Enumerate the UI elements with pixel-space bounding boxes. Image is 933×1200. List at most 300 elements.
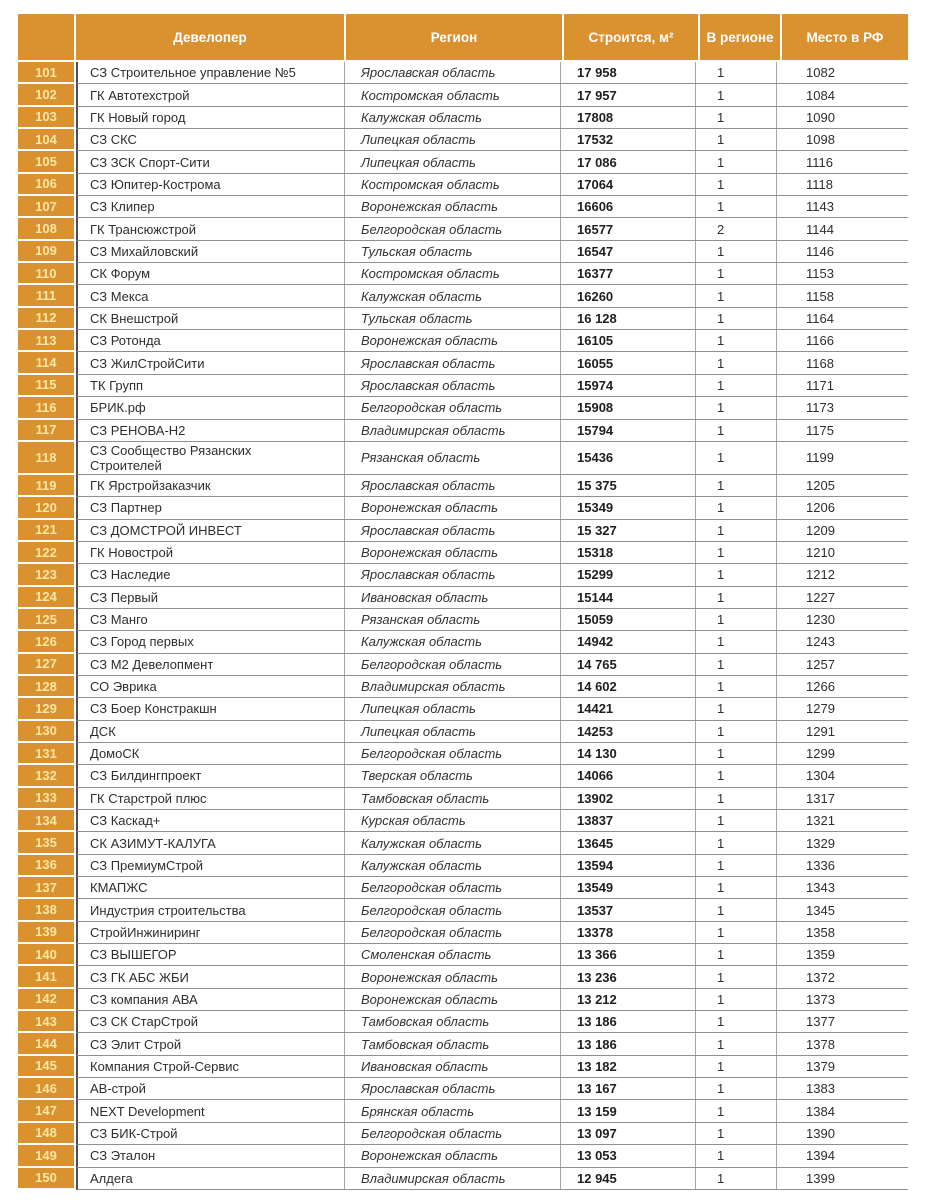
region-cell: Калужская область	[345, 832, 561, 853]
in-region-rank-cell: 1	[696, 855, 777, 876]
developer-cell: СЗ Строительное управление №5	[78, 62, 345, 83]
table-row-cells	[76, 966, 908, 988]
rank-number-cell: 139	[18, 922, 74, 944]
table-row	[18, 631, 908, 653]
table-row-cells	[76, 129, 908, 151]
region-cell: Воронежская область	[345, 989, 561, 1010]
built-area-cell: 13 159	[561, 1100, 696, 1121]
place-in-rf-cell: 1173	[806, 400, 834, 416]
table-row-cells	[76, 218, 908, 240]
in-region-rank-cell: 1	[696, 285, 777, 306]
developer-cell: Алдега	[78, 1168, 345, 1189]
table-row	[18, 542, 908, 564]
developer-cell: ГК Автотехстрой	[78, 84, 345, 105]
in-region-rank-cell: 1	[696, 654, 777, 675]
built-area-cell: 13 186	[561, 1011, 696, 1032]
table-row-cells	[76, 375, 908, 397]
region-cell: Ярославская область	[345, 375, 561, 396]
developer-cell: СЗ Каскад+	[78, 810, 345, 831]
developer-cell: СЗ ЖилСтройСити	[78, 352, 345, 373]
region-cell: Рязанская область	[345, 609, 561, 630]
region-cell: Владимирская область	[345, 1168, 561, 1189]
table-row-cells	[76, 564, 908, 586]
place-in-rf-cell: 1171	[806, 377, 834, 393]
in-region-rank-cell: 1	[696, 151, 777, 172]
rank-number-cell: 113	[18, 330, 74, 352]
in-region-rank-cell: 1	[696, 922, 777, 943]
header-place-in-rf: Место в РФ	[782, 14, 908, 60]
developer-cell: СЗ Билдингпроект	[78, 765, 345, 786]
developer-cell: СЗ М2 Девелопмент	[78, 654, 345, 675]
developer-cell: СЗ Михайловский	[78, 241, 345, 262]
developer-cell: СК АЗИМУТ-КАЛУГА	[78, 832, 345, 853]
place-in-rf-cell: 1084	[806, 87, 835, 103]
table-row	[18, 989, 908, 1011]
rank-number-cell: 115	[18, 375, 74, 397]
region-cell: Белгородская область	[345, 218, 561, 239]
region-cell: Воронежская область	[345, 196, 561, 217]
region-cell: Липецкая область	[345, 151, 561, 172]
table-row	[18, 810, 908, 832]
in-region-rank-cell: 1	[696, 107, 777, 128]
table-row-cells	[76, 631, 908, 653]
table-row	[18, 375, 908, 397]
table-row-cells	[76, 1011, 908, 1033]
place-in-rf-cell: 1379	[806, 1058, 835, 1074]
developer-cell: СЗ Мекса	[78, 285, 345, 306]
table-row	[18, 420, 908, 442]
in-region-rank-cell: 2	[696, 218, 777, 239]
header-region: Регион	[346, 14, 562, 60]
table-row	[18, 1033, 908, 1055]
rank-number-cell: 108	[18, 218, 74, 240]
rank-number-cell: 116	[18, 397, 74, 419]
rank-number-cell: 107	[18, 196, 74, 218]
built-area-cell: 15318	[561, 542, 696, 563]
region-cell: Ярославская область	[345, 475, 561, 496]
built-area-cell: 13549	[561, 877, 696, 898]
built-area-cell: 14066	[561, 765, 696, 786]
rank-number-cell: 134	[18, 810, 74, 832]
built-area-cell: 12 945	[561, 1168, 696, 1189]
rank-number-cell: 132	[18, 765, 74, 787]
place-in-rf-cell: 1266	[806, 679, 835, 695]
rank-number-cell: 143	[18, 1011, 74, 1033]
built-area-cell: 16547	[561, 241, 696, 262]
rank-number-cell: 138	[18, 899, 74, 921]
table-row-cells	[76, 721, 908, 743]
table-row-cells	[76, 1100, 908, 1122]
place-in-rf-cell: 1317	[806, 790, 835, 806]
built-area-cell: 13 212	[561, 989, 696, 1010]
built-area-cell: 13594	[561, 855, 696, 876]
rank-number-cell: 144	[18, 1033, 74, 1055]
region-cell: Калужская область	[345, 285, 561, 306]
developer-cell: ТК Групп	[78, 375, 345, 396]
table-row	[18, 352, 908, 374]
built-area-cell: 13 186	[561, 1033, 696, 1054]
place-in-rf-cell: 1168	[806, 355, 834, 371]
developer-cell: ГК Новый город	[78, 107, 345, 128]
developer-cell: СЗ Партнер	[78, 497, 345, 518]
region-cell: Ярославская область	[345, 62, 561, 83]
in-region-rank-cell: 1	[696, 542, 777, 563]
region-cell: Костромская область	[345, 84, 561, 105]
developer-cell: СЗ ДОМСТРОЙ ИНВЕСТ	[78, 520, 345, 541]
table-row-cells	[76, 520, 908, 542]
in-region-rank-cell: 1	[696, 631, 777, 652]
developer-cell: СЗ ЗСК Спорт-Сити	[78, 151, 345, 172]
region-cell: Белгородская область	[345, 743, 561, 764]
built-area-cell: 13378	[561, 922, 696, 943]
table-row	[18, 107, 908, 129]
built-area-cell: 14 602	[561, 676, 696, 697]
region-cell: Воронежская область	[345, 542, 561, 563]
in-region-rank-cell: 1	[696, 352, 777, 373]
region-cell: Ярославская область	[345, 564, 561, 585]
rank-number-cell: 141	[18, 966, 74, 988]
table-row	[18, 241, 908, 263]
rank-number-cell: 147	[18, 1100, 74, 1122]
table-row-cells	[76, 497, 908, 519]
table-row	[18, 285, 908, 307]
place-in-rf-cell: 1118	[806, 176, 833, 192]
developer-cell: СЗ РЕНОВА-Н2	[78, 420, 345, 441]
built-area-cell: 16606	[561, 196, 696, 217]
table-row	[18, 788, 908, 810]
table-row-cells	[76, 877, 908, 899]
table-row	[18, 1078, 908, 1100]
in-region-rank-cell: 1	[696, 743, 777, 764]
rank-number-cell: 117	[18, 420, 74, 442]
built-area-cell: 15 375	[561, 475, 696, 496]
developer-cell: СЗ компания АВА	[78, 989, 345, 1010]
in-region-rank-cell: 1	[696, 810, 777, 831]
region-cell: Ивановская область	[345, 1056, 561, 1077]
rank-number-cell: 101	[18, 62, 74, 84]
developer-cell: СЗ Элит Строй	[78, 1033, 345, 1054]
in-region-rank-cell: 1	[696, 241, 777, 262]
table-row-cells	[76, 743, 908, 765]
developer-cell: СЗ Боер Констракшн	[78, 698, 345, 719]
rank-number-cell: 121	[18, 520, 74, 542]
region-cell: Рязанская область	[345, 442, 561, 474]
table-row-cells	[76, 1078, 908, 1100]
table-row-cells	[76, 587, 908, 609]
region-cell: Ярославская область	[345, 1078, 561, 1099]
table-row-cells	[76, 1056, 908, 1078]
table-row	[18, 151, 908, 173]
developer-cell: СЗ Первый	[78, 587, 345, 608]
table-row-cells	[76, 308, 908, 330]
table-row	[18, 564, 908, 586]
rank-number-cell: 124	[18, 587, 74, 609]
place-in-rf-cell: 1098	[806, 132, 835, 148]
table-row-cells	[76, 989, 908, 1011]
built-area-cell: 17 958	[561, 62, 696, 83]
in-region-rank-cell: 1	[696, 788, 777, 809]
developer-cell: СЗ Наследие	[78, 564, 345, 585]
place-in-rf-cell: 1158	[806, 288, 834, 304]
table-row-cells	[76, 765, 908, 787]
table-row-cells	[76, 397, 908, 419]
developer-cell: СЗ Эталон	[78, 1145, 345, 1166]
rank-number-cell: 114	[18, 352, 74, 374]
in-region-rank-cell: 1	[696, 877, 777, 898]
table-row-cells	[76, 1123, 908, 1145]
developer-cell: СЗ ВЫШЕГОР	[78, 944, 345, 965]
region-cell: Тамбовская область	[345, 1033, 561, 1054]
table-row	[18, 218, 908, 240]
in-region-rank-cell: 1	[696, 899, 777, 920]
in-region-rank-cell: 1	[696, 263, 777, 284]
region-cell: Тамбовская область	[345, 1011, 561, 1032]
table-row-cells	[76, 922, 908, 944]
place-in-rf-cell: 1199	[806, 450, 834, 466]
built-area-cell: 14421	[561, 698, 696, 719]
rank-number-cell: 130	[18, 721, 74, 743]
developer-cell: СЗ БИК-Строй	[78, 1123, 345, 1144]
rank-number-cell: 102	[18, 84, 74, 106]
in-region-rank-cell: 1	[696, 442, 777, 474]
place-in-rf-cell: 1399	[806, 1170, 835, 1186]
place-in-rf-cell: 1358	[806, 924, 835, 940]
built-area-cell: 13 097	[561, 1123, 696, 1144]
region-cell: Костромская область	[345, 263, 561, 284]
region-cell: Липецкая область	[345, 721, 561, 742]
in-region-rank-cell: 1	[696, 609, 777, 630]
built-area-cell: 15974	[561, 375, 696, 396]
table-row	[18, 698, 908, 720]
table-row	[18, 1123, 908, 1145]
table-row	[18, 743, 908, 765]
place-in-rf-cell: 1377	[806, 1014, 835, 1030]
table-row	[18, 966, 908, 988]
region-cell: Липецкая область	[345, 698, 561, 719]
built-area-cell: 15144	[561, 587, 696, 608]
table-row	[18, 832, 908, 854]
in-region-rank-cell: 1	[696, 196, 777, 217]
table-row	[18, 397, 908, 419]
developer-cell: СЗ Город первых	[78, 631, 345, 652]
region-cell: Тамбовская область	[345, 788, 561, 809]
place-in-rf-cell: 1257	[806, 656, 835, 672]
place-in-rf-cell: 1146	[806, 243, 834, 259]
developer-cell: Индустрия строительства	[78, 899, 345, 920]
region-cell: Ярославская область	[345, 352, 561, 373]
table-row-cells	[76, 420, 908, 442]
rank-number-cell: 137	[18, 877, 74, 899]
place-in-rf-cell: 1243	[806, 634, 835, 650]
table-row-cells	[76, 698, 908, 720]
developer-cell: ДСК	[78, 721, 345, 742]
table-header-row	[18, 14, 908, 60]
table-row-cells	[76, 84, 908, 106]
table-row	[18, 129, 908, 151]
built-area-cell: 17 957	[561, 84, 696, 105]
in-region-rank-cell: 1	[696, 1056, 777, 1077]
rank-number-cell: 127	[18, 654, 74, 676]
place-in-rf-cell: 1359	[806, 947, 835, 963]
built-area-cell: 15908	[561, 397, 696, 418]
built-area-cell: 15436	[561, 442, 696, 474]
in-region-rank-cell: 1	[696, 420, 777, 441]
rank-number-cell: 145	[18, 1056, 74, 1078]
place-in-rf-cell: 1304	[806, 768, 835, 784]
place-in-rf-cell: 1205	[806, 478, 835, 494]
built-area-cell: 16055	[561, 352, 696, 373]
rank-number-cell: 123	[18, 564, 74, 586]
table-row-cells	[76, 609, 908, 631]
place-in-rf-cell: 1082	[806, 65, 835, 81]
region-cell: Белгородская область	[345, 877, 561, 898]
place-in-rf-cell: 1210	[806, 545, 835, 561]
built-area-cell: 16 128	[561, 308, 696, 329]
developer-cell: СК Форум	[78, 263, 345, 284]
region-cell: Белгородская область	[345, 922, 561, 943]
table-row	[18, 475, 908, 497]
table-row-cells	[76, 285, 908, 307]
table-row-cells	[76, 1145, 908, 1167]
place-in-rf-cell: 1090	[806, 109, 835, 125]
region-cell: Владимирская область	[345, 420, 561, 441]
rank-number-cell: 149	[18, 1145, 74, 1167]
built-area-cell: 13837	[561, 810, 696, 831]
in-region-rank-cell: 1	[696, 765, 777, 786]
table-row-cells	[76, 174, 908, 196]
built-area-cell: 14 765	[561, 654, 696, 675]
region-cell: Белгородская область	[345, 899, 561, 920]
table-row-cells	[76, 241, 908, 263]
table-row-cells	[76, 442, 908, 475]
in-region-rank-cell: 1	[696, 174, 777, 195]
built-area-cell: 13 366	[561, 944, 696, 965]
place-in-rf-cell: 1164	[806, 310, 834, 326]
table-row	[18, 855, 908, 877]
place-in-rf-cell: 1384	[806, 1103, 835, 1119]
rank-number-cell: 120	[18, 497, 74, 519]
built-area-cell: 17532	[561, 129, 696, 150]
table-row-cells	[76, 263, 908, 285]
table-row-cells	[76, 62, 908, 84]
place-in-rf-cell: 1212	[806, 567, 835, 583]
built-area-cell: 17064	[561, 174, 696, 195]
table-row-cells	[76, 1033, 908, 1055]
place-in-rf-cell: 1175	[806, 422, 834, 438]
built-area-cell: 16105	[561, 330, 696, 351]
table-row	[18, 263, 908, 285]
region-cell: Калужская область	[345, 631, 561, 652]
built-area-cell: 13537	[561, 899, 696, 920]
table-row-cells	[76, 788, 908, 810]
header-rank-cell	[18, 14, 74, 60]
table-row-cells	[76, 899, 908, 921]
place-in-rf-cell: 1378	[806, 1036, 835, 1052]
table-row	[18, 442, 908, 475]
rank-number-cell: 148	[18, 1123, 74, 1145]
table-row	[18, 84, 908, 106]
region-cell: Брянская область	[345, 1100, 561, 1121]
place-in-rf-cell: 1116	[806, 154, 833, 170]
place-in-rf-cell: 1345	[806, 902, 835, 918]
in-region-rank-cell: 1	[696, 1033, 777, 1054]
in-region-rank-cell: 1	[696, 721, 777, 742]
rank-number-cell: 140	[18, 944, 74, 966]
developer-cell: СтройИнжиниринг	[78, 922, 345, 943]
place-in-rf-cell: 1153	[806, 266, 834, 282]
table-row-cells	[76, 676, 908, 698]
developer-cell: СЗ Ротонда	[78, 330, 345, 351]
header-developer: Девелопер	[76, 14, 344, 60]
table-row	[18, 196, 908, 218]
built-area-cell: 17808	[561, 107, 696, 128]
in-region-rank-cell: 1	[696, 698, 777, 719]
developer-cell: Компания Строй-Сервис	[78, 1056, 345, 1077]
rank-number-cell: 109	[18, 241, 74, 263]
place-in-rf-cell: 1390	[806, 1125, 835, 1141]
built-area-cell: 14942	[561, 631, 696, 652]
in-region-rank-cell: 1	[696, 944, 777, 965]
rank-number-cell: 103	[18, 107, 74, 129]
developer-cell: ДомоСК	[78, 743, 345, 764]
built-area-cell: 14253	[561, 721, 696, 742]
in-region-rank-cell: 1	[696, 330, 777, 351]
table-row	[18, 62, 908, 84]
table-row	[18, 1145, 908, 1167]
place-in-rf-cell: 1373	[806, 991, 835, 1007]
developer-cell: КМАПЖС	[78, 877, 345, 898]
region-cell: Липецкая область	[345, 129, 561, 150]
place-in-rf-cell: 1230	[806, 612, 835, 628]
place-in-rf-cell: 1372	[806, 969, 835, 985]
table-row	[18, 308, 908, 330]
in-region-rank-cell: 1	[696, 62, 777, 83]
rank-number-cell: 146	[18, 1078, 74, 1100]
in-region-rank-cell: 1	[696, 1100, 777, 1121]
rank-number-cell: 135	[18, 832, 74, 854]
rank-number-cell: 128	[18, 676, 74, 698]
region-cell: Калужская область	[345, 107, 561, 128]
rank-number-cell: 110	[18, 263, 74, 285]
in-region-rank-cell: 1	[696, 966, 777, 987]
in-region-rank-cell: 1	[696, 1168, 777, 1189]
region-cell: Тульская область	[345, 308, 561, 329]
developer-cell: СЗ Сообщество Рязанских Строителей	[78, 442, 345, 474]
table-row-cells	[76, 352, 908, 374]
table-row-cells	[76, 810, 908, 832]
in-region-rank-cell: 1	[696, 520, 777, 541]
built-area-cell: 17 086	[561, 151, 696, 172]
built-area-cell: 15794	[561, 420, 696, 441]
built-area-cell: 16577	[561, 218, 696, 239]
region-cell: Владимирская область	[345, 676, 561, 697]
table-row-cells	[76, 1168, 908, 1190]
place-in-rf-cell: 1279	[806, 701, 835, 717]
rank-number-cell: 142	[18, 989, 74, 1011]
in-region-rank-cell: 1	[696, 375, 777, 396]
rank-number-cell: 133	[18, 788, 74, 810]
rank-number-cell: 106	[18, 174, 74, 196]
table-row	[18, 944, 908, 966]
rank-number-cell: 150	[18, 1168, 74, 1190]
developer-cell: СЗ СК СтарСтрой	[78, 1011, 345, 1032]
place-in-rf-cell: 1143	[806, 199, 834, 215]
rank-number-cell: 104	[18, 129, 74, 151]
table-row	[18, 654, 908, 676]
built-area-cell: 13 053	[561, 1145, 696, 1166]
developer-cell: СК Внешстрой	[78, 308, 345, 329]
rank-number-cell: 105	[18, 151, 74, 173]
